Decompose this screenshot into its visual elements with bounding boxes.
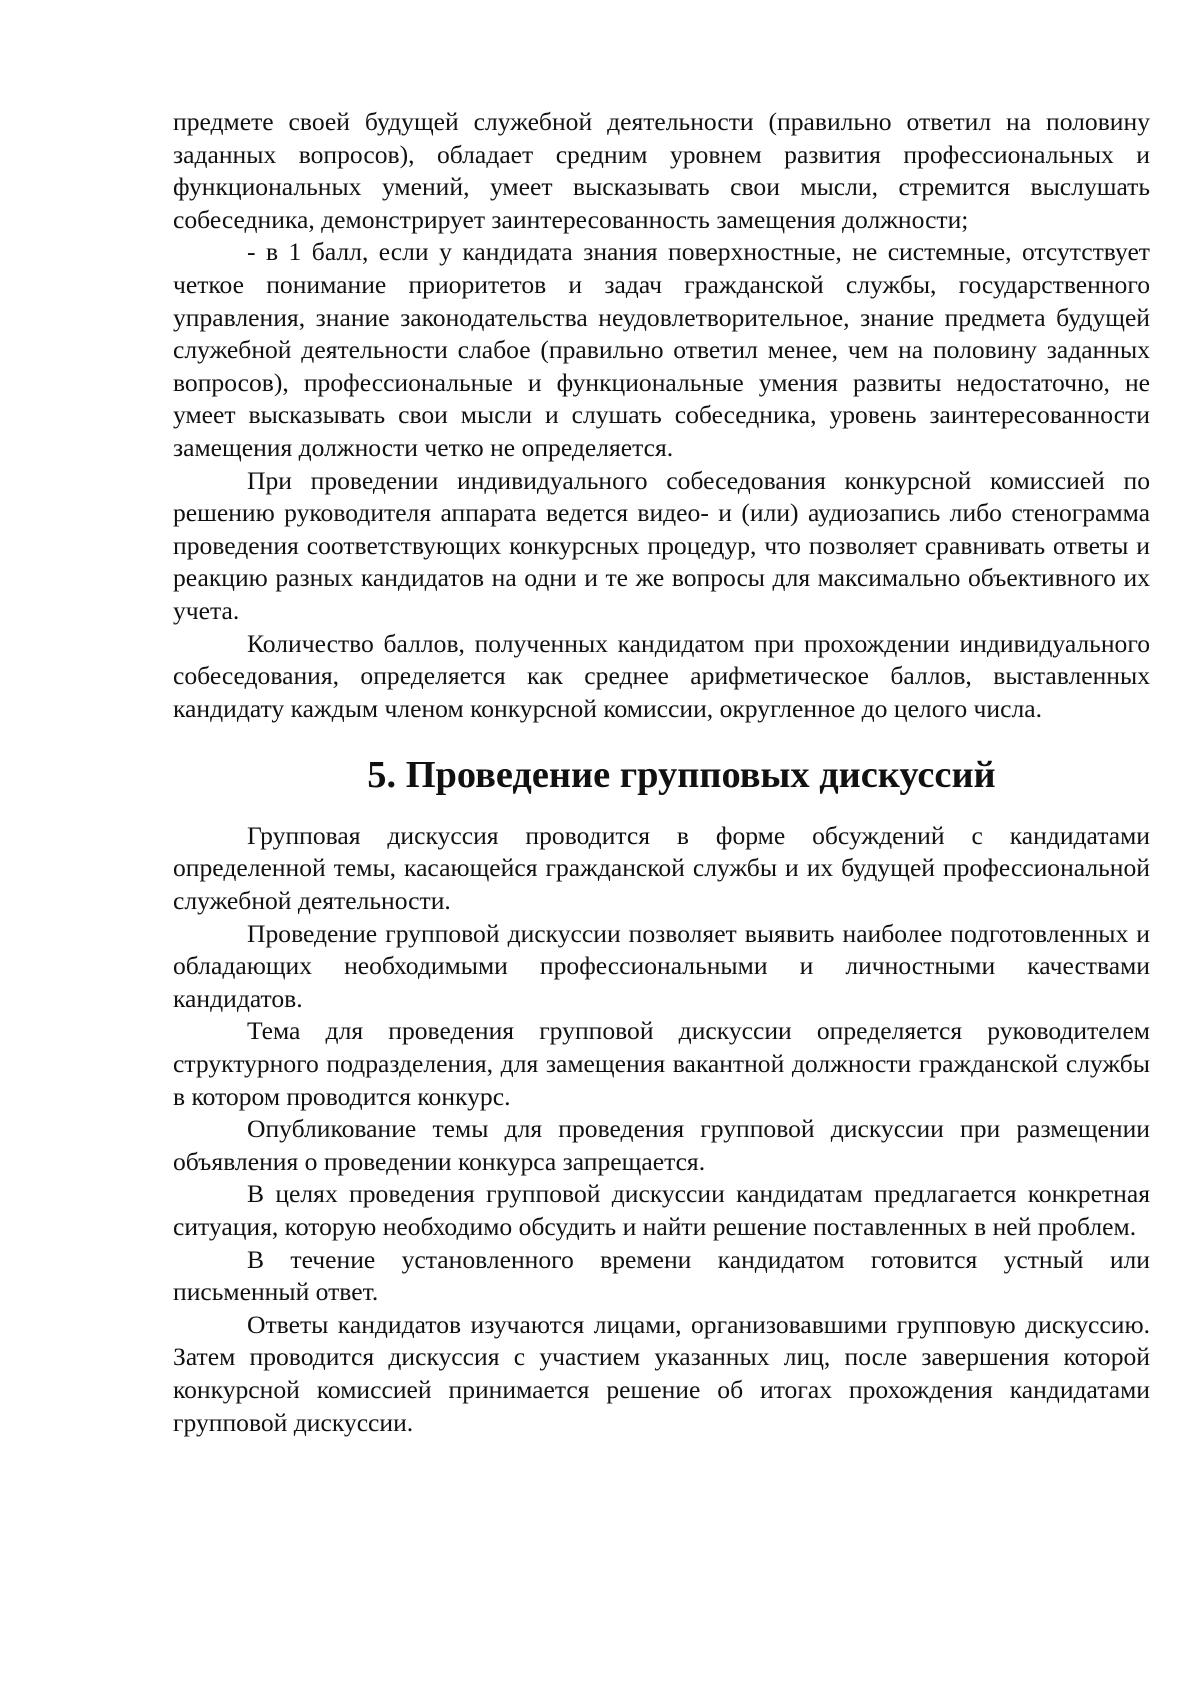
paragraph-one-point-criteria: - в 1 балл, если у кандидата знания поверхностные, не системные, отсутствует четкое понимание приоритетов и задач гражданской службы, государственного управления, знание законодательства неудовлетворительное, знание предмета будущей служебной деятельности слабое (правильно ответил менее, чем на половину заданных вопросов), профессиональные и функциональные умения развиты недостаточно, не умеет высказывать свои мысли и слушать собеседника, уровень заинтересованности замещения должности четко не определяется. xyxy=(173,237,1150,462)
paragraph-situation: В целях проведения групповой дискуссии кандидатам предлагается конкретная ситуация, которую необходимо обсудить и найти решение поставленных в ней проблем. xyxy=(173,1179,1150,1241)
paragraph-discussion-form: Групповая дискуссия проводится в форме обсуждений с кандидатами определенной темы, касающейся гражданской службы и их будущей профессиональной служебной деятельности. xyxy=(173,820,1150,916)
paragraph-answers-review: Ответы кандидатов изучаются лицами, организовавшими групповую дискуссию. Затем проводится дискуссия с участием указанных лиц, после завершения которой конкурсной комиссией принимается решение об итогах прохождения кандидатами групповой дискуссии. xyxy=(173,1309,1150,1437)
section-heading: 5. Проведение групповых дискуссий xyxy=(367,754,996,797)
paragraph-interview-recording: При проведении индивидуального собеседования конкурсной комиссией по решению руководителя аппарата ведется видео- и (или) аудиозапись либо стенограмма проведения соответствующих конкурсных процедур, что позволяет сравнивать ответы и реакцию разных кандидатов на одни и те же вопросы для максимально объективного их учета. xyxy=(173,465,1150,625)
paragraph-discussion-purpose: Проведение групповой дискуссии позволяет выявить наиболее подготовленных и обладающих необходимыми профессиональными и личностными качествами кандидатов. xyxy=(173,918,1150,1013)
paragraph-topic-publication: Опубликование темы для проведения групповой дискуссии при размещении объявления о проведении конкурса запрещается. xyxy=(173,1114,1150,1176)
document-page xyxy=(173,106,1150,1439)
paragraph-continued-criteria: предмете своей будущей служебной деятельности (правильно ответил на половину заданных вопросов), обладает средним уровнем развития профессиональных и функциональных умений, умеет высказывать свои мысли, стремится выслушать собеседника, демонстрирует заинтересованность замещения должности; xyxy=(173,107,1150,234)
paragraph-score-calculation: Количество баллов, полученных кандидатом при прохождении индивидуального собеседования, определяется как среднее арифметическое баллов, выставленных кандидату каждым членом конкурсной комиссии, округленное до целого числа. xyxy=(173,628,1150,723)
paragraph-answer-preparation: В течение установленного времени кандидатом готовится устный или письменный ответ. xyxy=(173,1244,1150,1307)
paragraph-discussion-topic: Тема для проведения групповой дискуссии определяется руководителем структурного подразделения, для замещения вакантной должности гражданской службы в котором проводится конкурс. xyxy=(173,1016,1150,1111)
spacer xyxy=(173,792,1150,820)
